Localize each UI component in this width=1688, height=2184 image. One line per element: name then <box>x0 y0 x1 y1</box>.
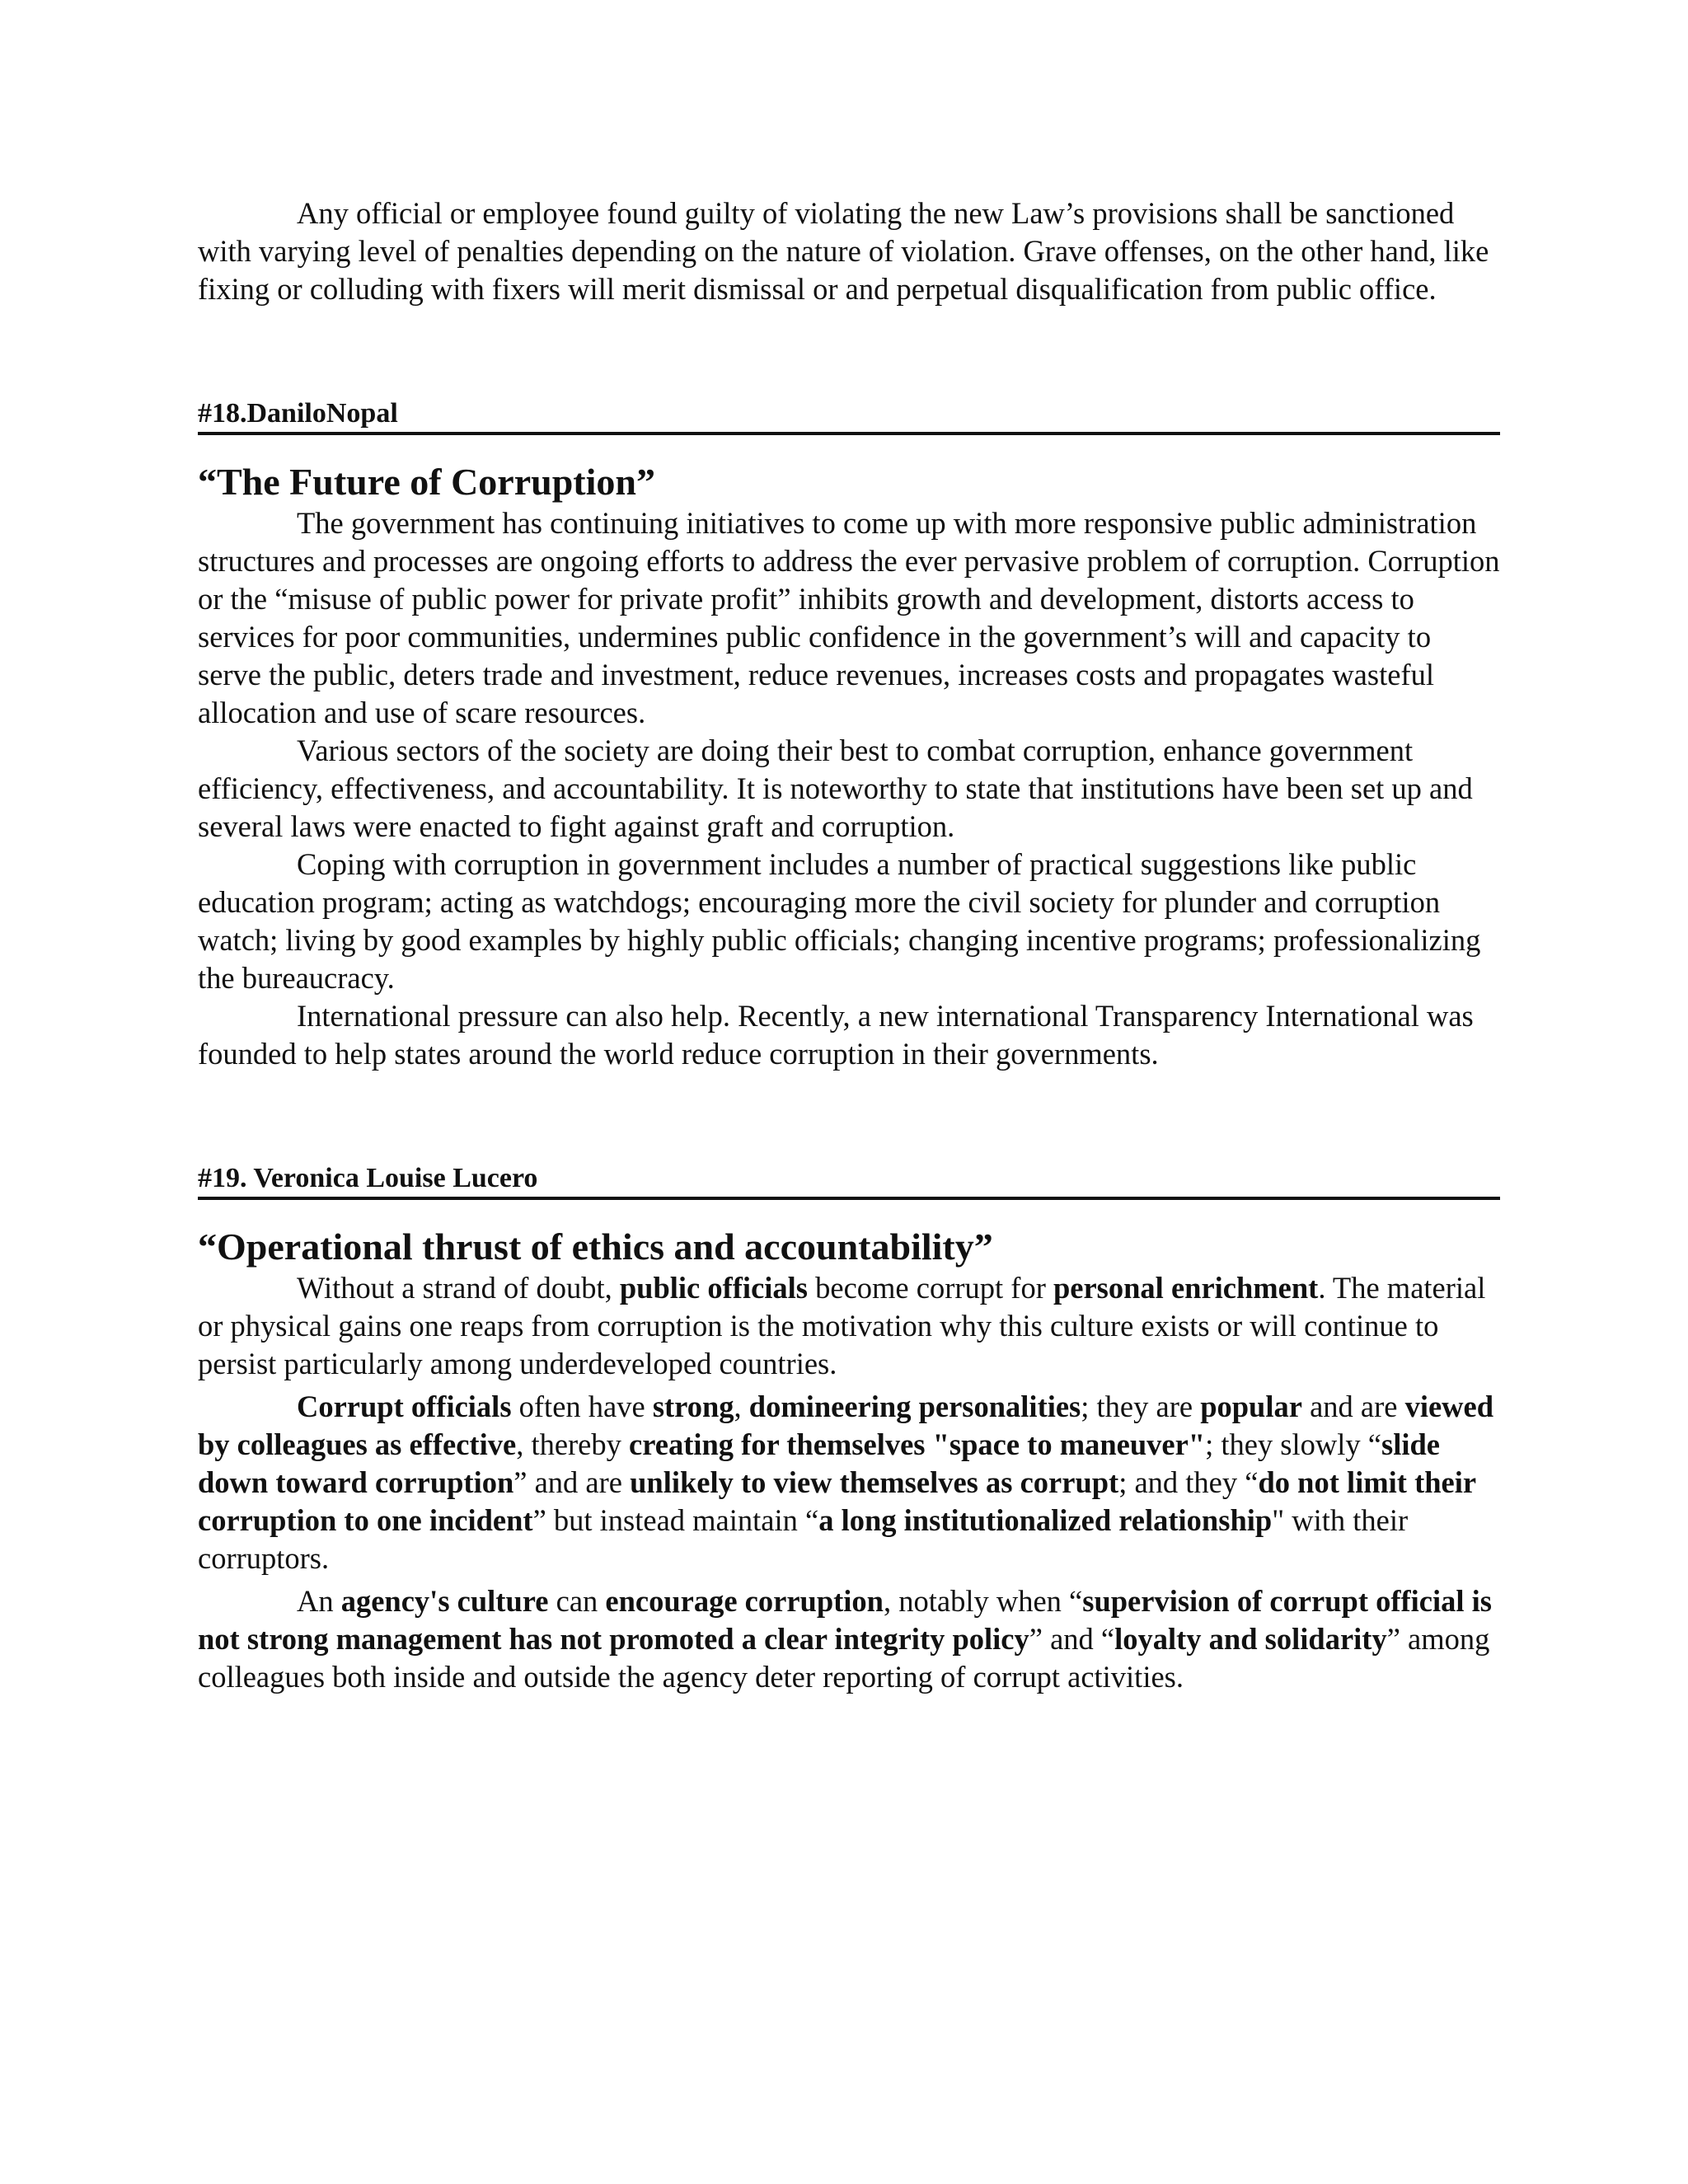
text-run: " with their corruptors. <box>198 1503 1409 1575</box>
text-run: become corrupt for <box>808 1271 1053 1305</box>
text-run: ” but instead maintain “ <box>532 1503 819 1537</box>
section-18-heading: #18.DaniloNopal <box>198 397 1500 435</box>
emphasis: unlikely to view themselves as corrupt <box>630 1465 1119 1499</box>
section-19-heading: #19. Veronica Louise Lucero <box>198 1162 1500 1200</box>
emphasis: Corrupt officials <box>297 1390 512 1423</box>
section-18-title: “The Future of Corruption” <box>198 461 655 503</box>
text-run: ; and they “ <box>1118 1465 1259 1499</box>
emphasis: encourage corruption <box>605 1584 884 1618</box>
text-run: ; they slowly “ <box>1205 1427 1381 1461</box>
section-19-paragraph-1 <box>198 1269 1500 1383</box>
emphasis: a long institutionalized relationship <box>818 1503 1273 1537</box>
emphasis: creating for themselves "space to maneuver" <box>629 1427 1206 1461</box>
emphasis: loyalty and solidarity <box>1114 1622 1387 1656</box>
emphasis: strong <box>652 1390 734 1423</box>
text-run: ; they are <box>1081 1390 1201 1423</box>
text-run: , <box>734 1390 749 1423</box>
emphasis: popular <box>1200 1390 1302 1423</box>
section-19-paragraph-2 <box>198 1388 1500 1577</box>
emphasis: public officials <box>619 1271 809 1305</box>
emphasis: agency's culture <box>340 1584 549 1618</box>
section-19-title: “Operational thrust of ethics and accountability” <box>198 1226 993 1268</box>
section-18-paragraph-2: Various sectors of the society are doing their best to combat corruption, enhance government efficiency, effectiveness, and accountability. It is noteworthy to state that institutions have been set up and several laws were enacted to fight against graft and corruption. <box>198 733 1473 843</box>
text-run: can <box>548 1584 606 1618</box>
emphasis: personal enrichment <box>1053 1271 1319 1305</box>
text-run: , notably when “ <box>883 1584 1083 1618</box>
text-run: Without a strand of doubt, <box>297 1271 620 1305</box>
section-18-paragraph-4: International pressure can also help. Recently, a new international Transparency International was founded to help states around the world reduce corruption in their governments. <box>198 999 1474 1071</box>
emphasis: slide down toward corruption <box>198 1427 1440 1499</box>
text-run: , thereby <box>516 1427 630 1461</box>
section-19-paragraph-3 <box>198 1582 1500 1696</box>
intro-paragraph: Any official or employee found guilty of violating the new Law’s provisions shall be sanctioned with varying level of penalties depending on the nature of violation. Grave offenses, on the other hand, like fixing or colluding with fixers will merit dismissal or and perpetual disqualification from public office. <box>198 196 1489 306</box>
text-run: and are <box>1301 1390 1405 1423</box>
section-18-paragraph-1: The government has continuing initiatives to come up with more responsive public administration structures and processes are ongoing efforts to address the ever pervasive problem of corruption. Corruption or the “misuse of public power for private profit” inhibits growth and development, distorts access to services for poor communities, undermines public confidence in the government’s will and capacity to serve the public, deters trade and investment, reduce revenues, increases costs and propagates wasteful allocation and use of scare resources. <box>198 506 1500 729</box>
text-run: An <box>297 1584 341 1618</box>
emphasis: do not limit their corruption to one incident <box>198 1465 1476 1537</box>
text-run: ” and are <box>513 1465 631 1499</box>
text-run: ” among colleagues both inside and outside the agency deter reporting of corrupt activities. <box>198 1622 1490 1694</box>
text-run: often have <box>511 1390 653 1423</box>
section-18-paragraph-3: Coping with corruption in government includes a number of practical suggestions like public education program; acting as watchdogs; encouraging more the civil society for plunder and corruption watch; living by good examples by highly public officials; changing incentive programs; professionalizing the bureaucracy. <box>198 847 1481 995</box>
emphasis: supervision of corrupt official is not strong management has not promoted a clear integrity policy <box>198 1584 1493 1656</box>
emphasis: viewed by colleagues as effective <box>198 1390 1494 1461</box>
text-run: ” and “ <box>1029 1622 1115 1656</box>
text-run: . The material or physical gains one reaps from corruption is the motivation why this culture exists or will continue to persist particularly among underdeveloped countries. <box>198 1271 1486 1380</box>
emphasis: domineering personalities <box>748 1390 1081 1423</box>
page-content <box>198 194 1500 1696</box>
